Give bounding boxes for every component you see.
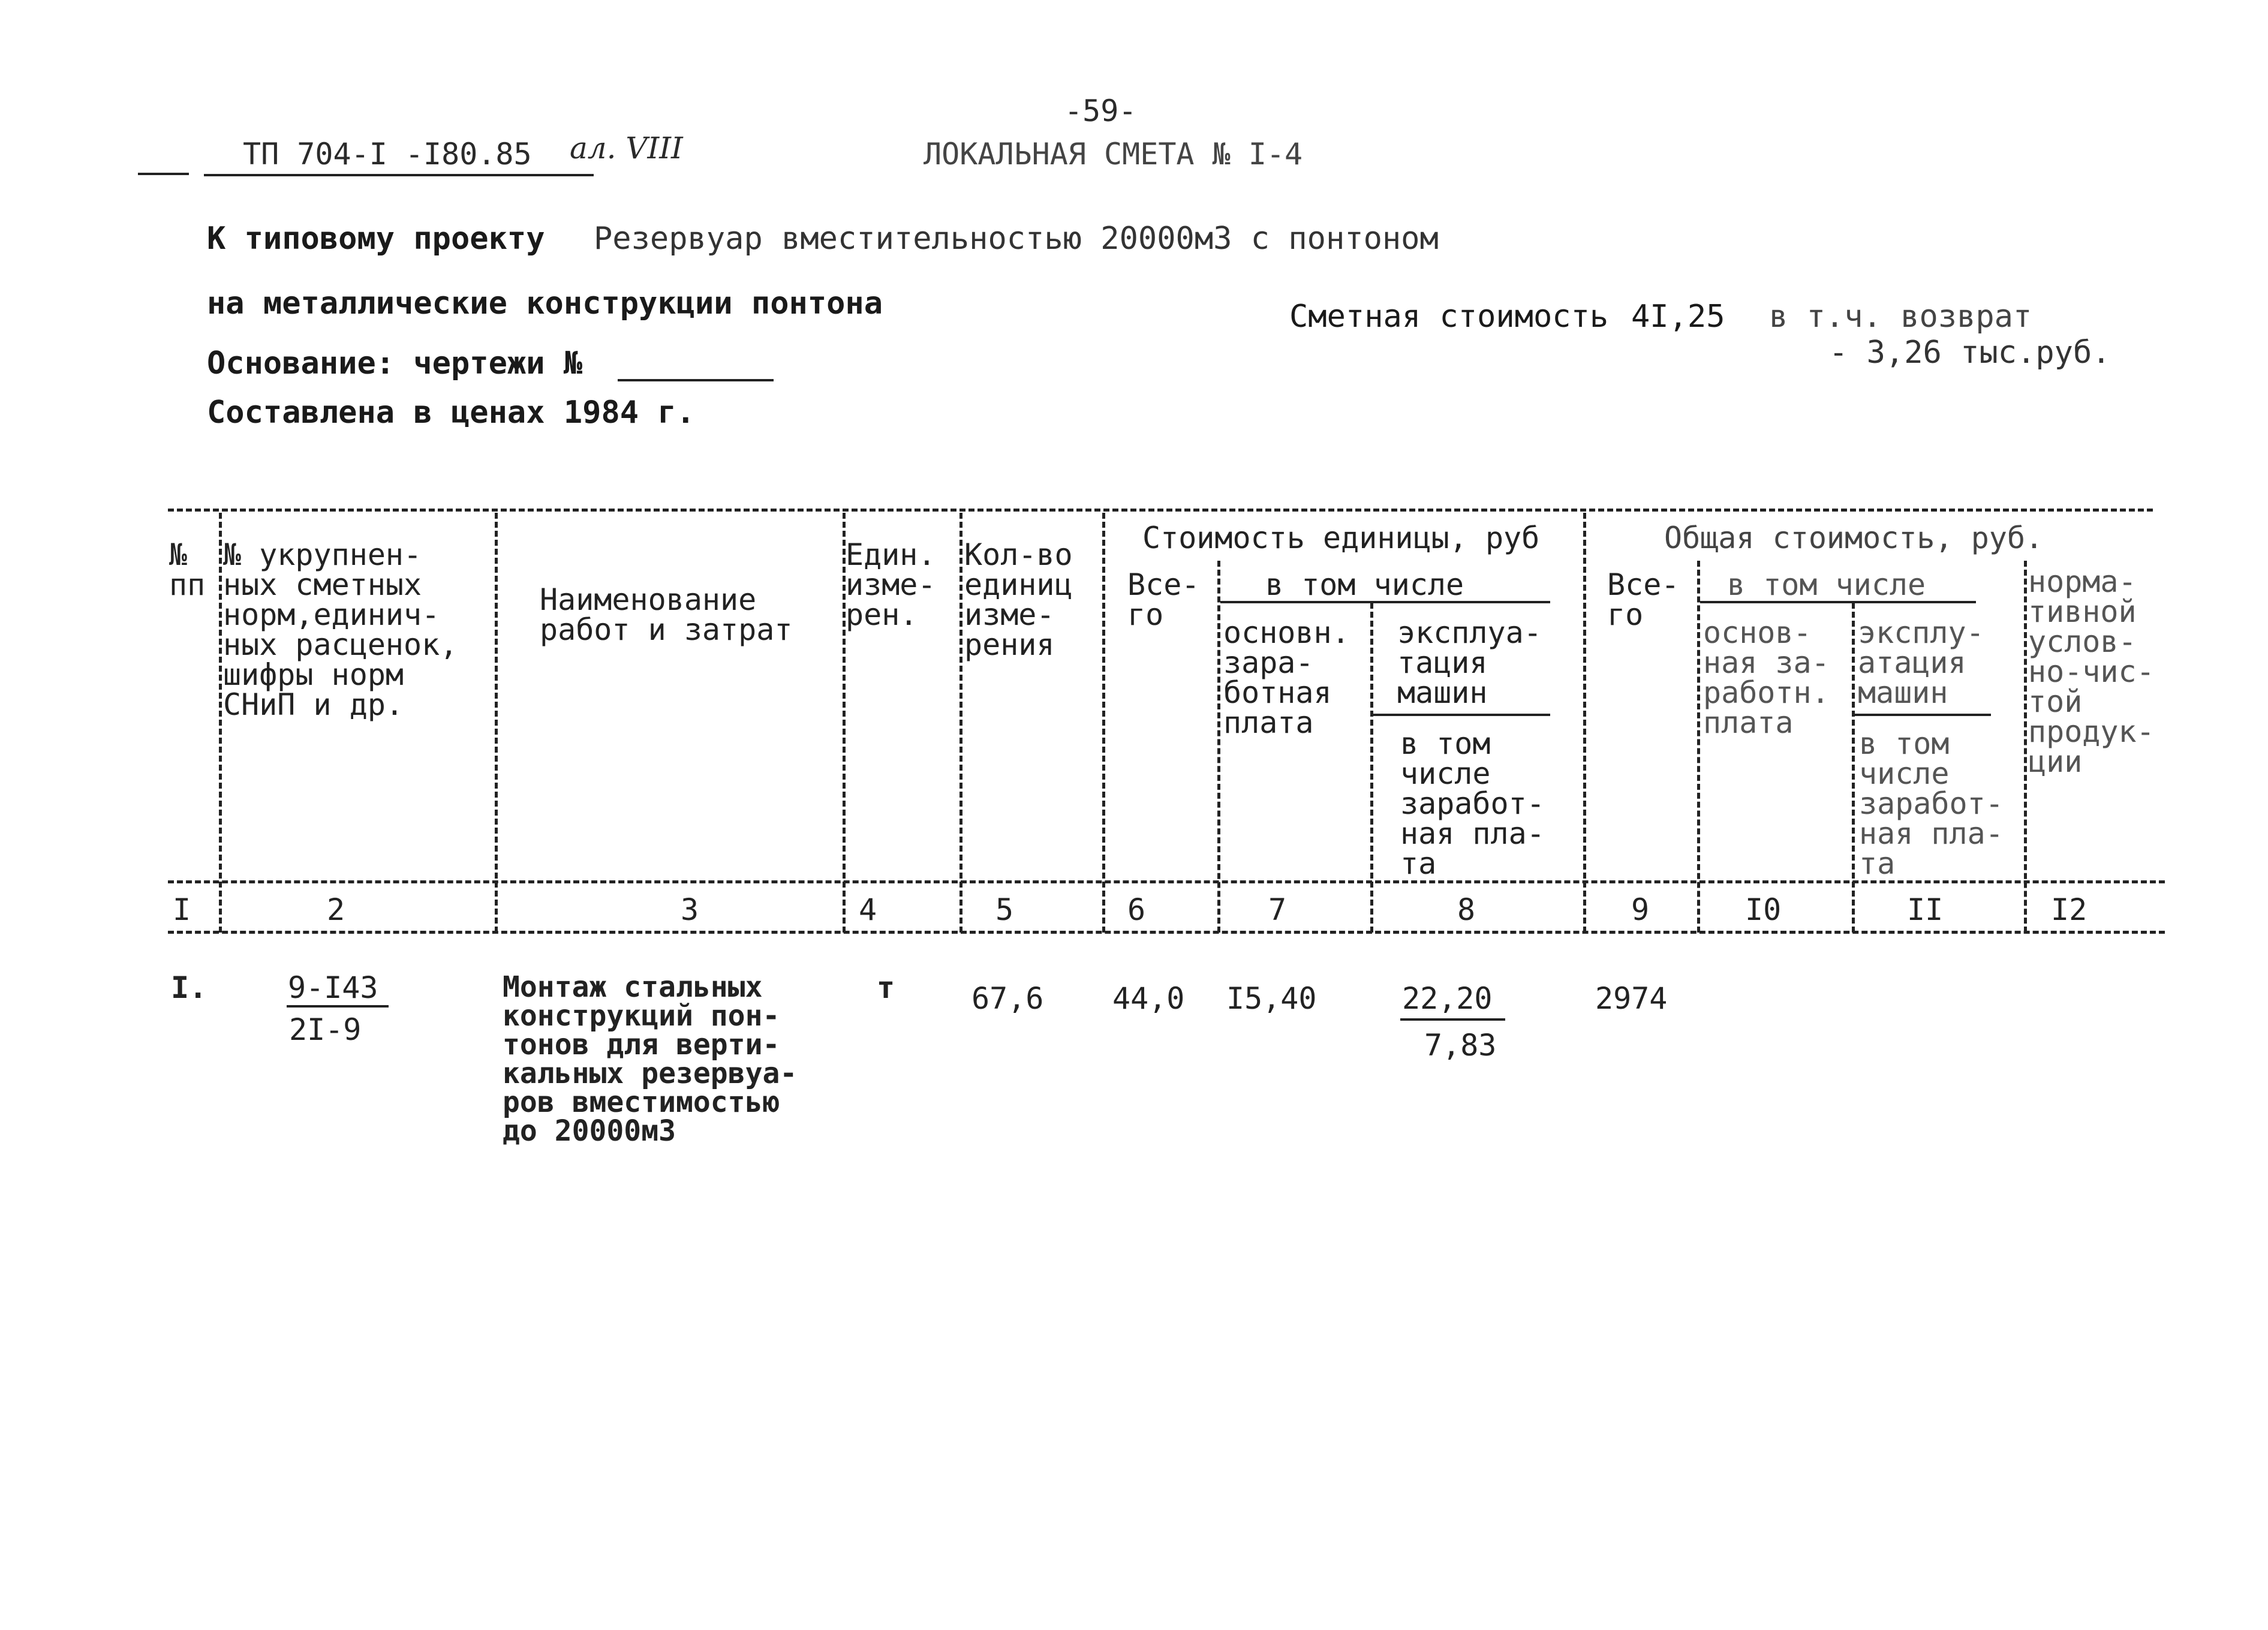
mach-rule-2 — [1853, 714, 1991, 716]
mach-rule-1 — [1373, 714, 1550, 716]
prices-note: Составлена в ценах 1984 г. — [207, 395, 695, 431]
total-incl-header: в том числе — [1727, 567, 1926, 602]
row-norm-top: 9-I43 — [288, 970, 378, 1005]
unit-incl-header: в том числе — [1265, 567, 1464, 602]
basis-label: Основание: чертежи № — [207, 345, 583, 381]
row-unit-wage: I5,40 — [1226, 981, 1317, 1016]
basis-blank-line — [618, 379, 774, 381]
col-sep-9 — [1697, 561, 1700, 933]
col-header-unit-mach: эксплуа- тация машин — [1397, 615, 1542, 710]
colnum-12: I2 — [2051, 892, 2087, 927]
col-header-unit: Един. изме- рен. — [846, 537, 936, 632]
col-sep-8 — [1583, 513, 1586, 933]
row-norm-bottom: 2I-9 — [289, 1012, 362, 1047]
row-unit-mach: 22,20 — [1402, 981, 1493, 1016]
col-header-qty: Кол-во единиц изме- рения — [964, 537, 1073, 662]
colnum-8: 8 — [1457, 892, 1476, 927]
colnum-6: 6 — [1127, 892, 1146, 927]
cost-return: - 3,26 тыс.руб. — [1829, 335, 2111, 371]
row-unit-total: 44,0 — [1112, 981, 1185, 1016]
col-header-norms: № укрупнен- ных сметных норм,единич- ных расценок, шифры норм СНиП и др. — [223, 537, 458, 722]
colnum-9: 9 — [1631, 892, 1650, 927]
col-header-conditional-output: норма- тивной услов- но-чис- той продук- ции — [2028, 564, 2155, 779]
colnum-bottom-rule — [168, 931, 2165, 934]
norm-fraction-line — [287, 1005, 389, 1008]
col-header-total: Все- го — [1607, 567, 1680, 632]
cost-label: Сметная стоимость — [1289, 299, 1609, 335]
col-sep-7 — [1370, 603, 1373, 933]
row-unit: т — [877, 970, 895, 1005]
colnum-2: 2 — [327, 892, 345, 927]
header-rule-ref — [204, 174, 594, 176]
colnum-10: I0 — [1745, 892, 1782, 927]
total-cost-group-header: Общая стоимость, руб. — [1664, 521, 2044, 555]
unit-cost-group-header: Стоимость единицы, руб — [1142, 521, 1540, 555]
intro-line2: на металлические конструкции понтона — [207, 285, 883, 321]
col-sep-1 — [219, 513, 222, 933]
col-header-unit-total: Все- го — [1127, 567, 1200, 632]
col-header-total-mach-wage: в том числе заработ- ная пла- та — [1859, 726, 2004, 881]
colnum-11: II — [1907, 892, 1944, 927]
col-sep-11 — [2024, 561, 2027, 933]
colnum-4: 4 — [859, 892, 877, 927]
page-number: -59- — [1064, 94, 1137, 128]
col-sep-4 — [959, 513, 962, 933]
intro-line1-text: Резервуар вместительностью 20000м3 с понтоном — [594, 221, 1439, 257]
row-unit-mach-wage: 7,83 — [1424, 1028, 1497, 1063]
col-header-unit-mach-wage: в том числе заработ- ная пла- та — [1400, 726, 1545, 881]
colnum-3: 3 — [681, 892, 699, 927]
row-work-name: Монтаж стальных конструкций пон- тонов для верти- кальных резервуа- ров вместимостью до 20000м3 — [503, 970, 798, 1148]
mach-fraction-line — [1400, 1018, 1505, 1021]
col-sep-5 — [1102, 513, 1105, 933]
cost-value: 4I,25 — [1631, 299, 1725, 335]
col-sep-10 — [1852, 603, 1855, 933]
row-quantity: 67,6 — [971, 981, 1044, 1016]
col-sep-2 — [495, 513, 498, 933]
colnum-1: I — [173, 892, 191, 927]
row-number: I. — [171, 970, 207, 1005]
cost-including: в т.ч. возврат — [1769, 299, 2032, 335]
col-sep-6 — [1217, 561, 1220, 933]
col-header-total-mach: эксплу- атация машин — [1858, 615, 1984, 710]
row-total: 2974 — [1595, 981, 1668, 1016]
col-header-name: Наименование работ и затрат — [540, 582, 793, 647]
colnum-5: 5 — [995, 892, 1014, 927]
estimate-title: ЛОКАЛЬНАЯ СМЕТА № I-4 — [924, 137, 1303, 172]
col-header-unit-wage: основн. зара- ботная плата — [1223, 615, 1350, 740]
colnum-7: 7 — [1268, 892, 1287, 927]
col-header-total-wage: основ- ная за- работн. плата — [1703, 615, 1830, 740]
intro-line1-prefix: К типовому проекту — [207, 221, 545, 257]
handwritten-annotation: ал. VIII — [570, 131, 683, 166]
col-header-num: № пп — [169, 537, 206, 602]
table-top-rule — [168, 509, 2153, 512]
header-rule-left — [138, 173, 189, 175]
document-reference: ТП 704-I -I80.85 — [243, 137, 532, 172]
